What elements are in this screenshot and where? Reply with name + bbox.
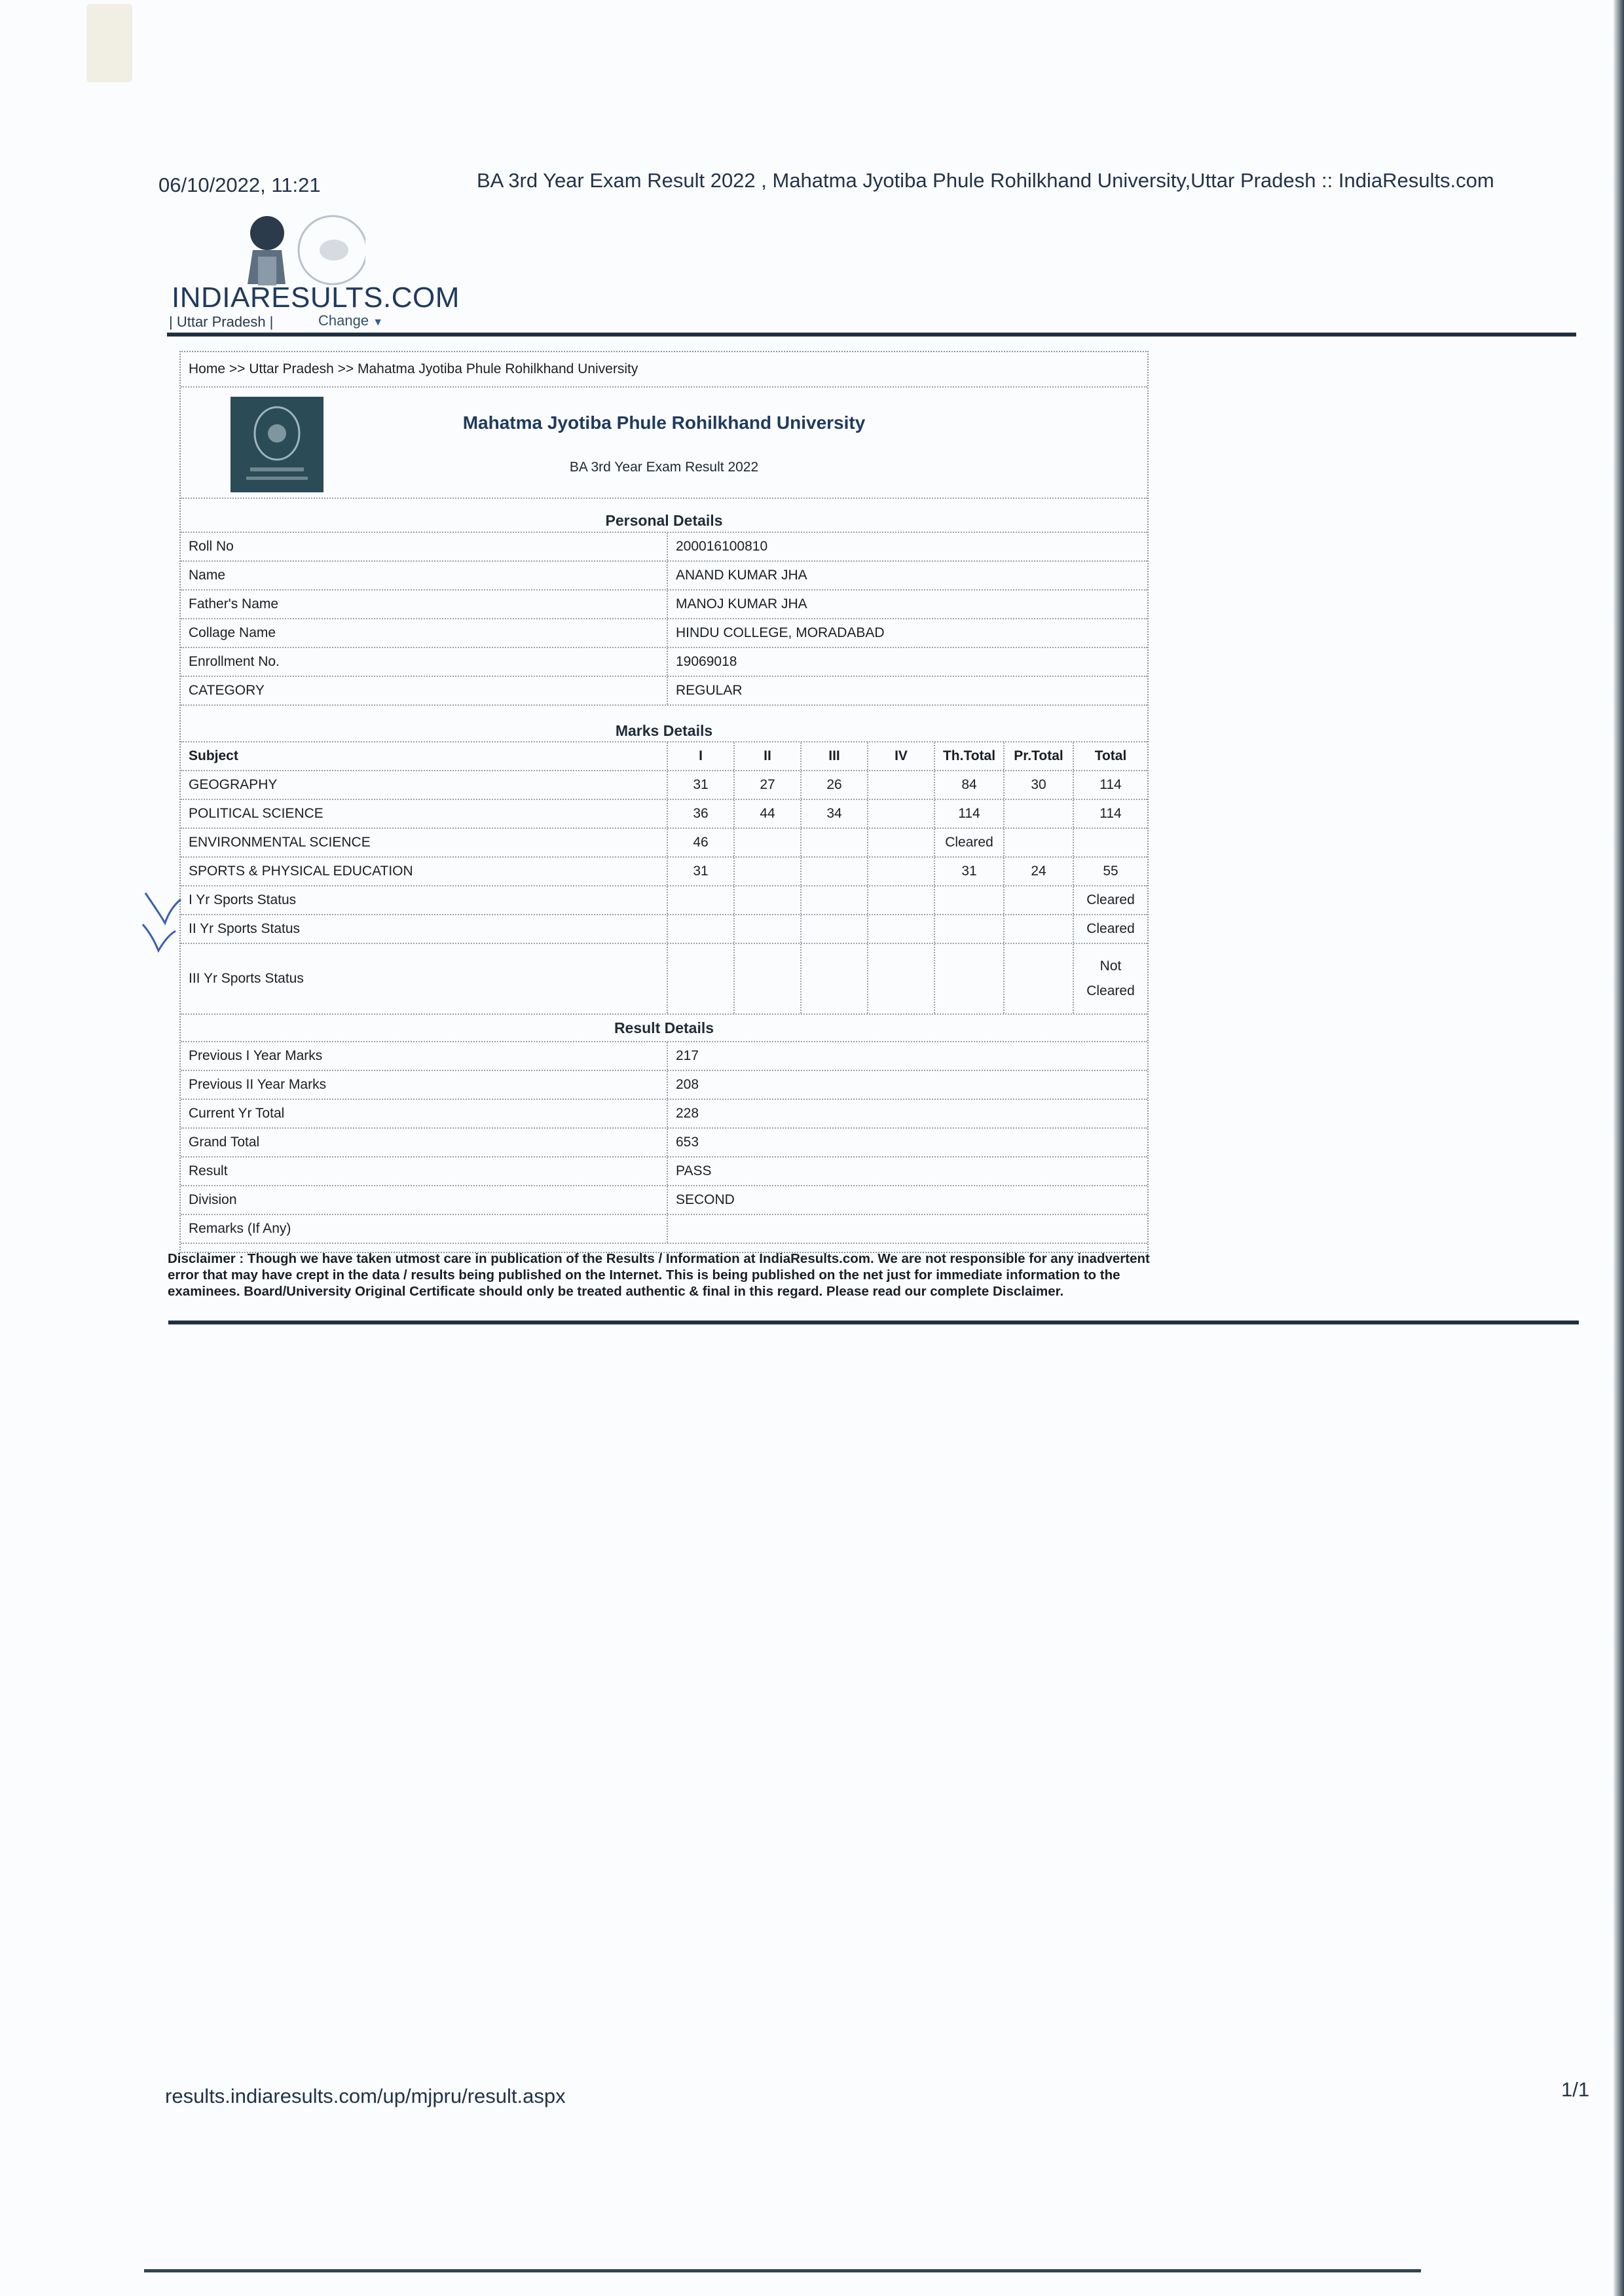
scan-bottom-line [144,2269,1421,2272]
result-table [179,351,1149,1253]
empty-cell [800,886,867,914]
result-details-heading: Result Details [614,1019,714,1036]
personal-row [181,619,1147,648]
sports-status-value [1073,944,1147,1013]
marks-value [733,858,800,885]
marks-value [800,858,867,885]
empty-cell [1003,944,1073,1013]
personal-label: Father's Name [189,596,279,611]
personal-value: ANAND KUMAR JHA [667,562,1147,589]
marks-column-header: II [733,742,800,770]
marks-value: 114 [1073,771,1147,799]
handwritten-tick-mark [139,885,185,957]
empty-cell [1003,915,1073,943]
personal-value: 200016100810 [667,533,1147,560]
print-url: results.indiaresults.com/up/mjpru/result.aspx [165,2085,566,2107]
empty-cell [1003,886,1073,914]
result-label: Previous I Year Marks [189,1048,323,1063]
breadcrumb-row [181,352,1147,388]
university-name: Mahatma Jyotiba Phule Rohilkhand University [462,412,866,433]
marks-value: 31 [667,858,733,885]
marks-value: 114 [1073,800,1147,828]
sports-status-value [1073,915,1147,943]
result-label: Division [189,1192,237,1207]
personal-row [181,648,1147,677]
personal-value: 19069018 [667,648,1147,676]
marks-value [867,858,934,885]
marks-value [1003,800,1073,828]
site-logo[interactable] [169,211,460,330]
breadcrumb[interactable]: Home >> Uttar Pradesh >> Mahatma Jyotiba Phule Rohilkhand University [189,361,638,376]
marks-value [867,800,934,828]
marks-value: 24 [1003,858,1073,885]
subject-header: Subject [189,748,238,763]
personal-value: MANOJ KUMAR JHA [667,591,1147,618]
empty-cell [867,886,934,914]
sports-status-value [1073,886,1147,914]
personal-label: Collage Name [189,625,276,640]
personal-label: Roll No [189,539,234,554]
status-text: Cleared [1086,983,1135,998]
personal-label: Enrollment No. [189,654,280,669]
marks-value: 27 [733,771,800,799]
personal-row [181,591,1147,619]
marks-value [867,771,934,799]
status-text: Not [1099,958,1122,974]
empty-cell [733,915,800,943]
sports-status-row [181,915,1147,944]
marks-value: 34 [800,800,867,828]
sports-status-label: I Yr Sports Status [189,892,297,907]
marks-row [181,771,1147,800]
personal-value: HINDU COLLEGE, MORADABAD [667,619,1147,647]
empty-cell [667,886,733,914]
empty-cell [667,944,733,1013]
print-datetime: 06/10/2022, 11:21 [158,173,321,196]
personal-row [181,533,1147,562]
marks-value [1003,829,1073,856]
marks-value: 44 [733,800,800,828]
university-header [181,388,1147,499]
marks-value: 114 [934,800,1003,828]
result-row [181,1042,1147,1071]
marks-column-header: IV [867,742,934,770]
marks-column-header: Pr.Total [1003,742,1073,770]
personal-label: CATEGORY [189,683,265,698]
result-value: 217 [667,1042,1147,1070]
marks-row [181,800,1147,829]
personal-details-heading-row [181,499,1147,533]
sports-status-label: II Yr Sports Status [189,921,301,936]
empty-cell [934,915,1003,943]
marks-row [181,858,1147,886]
result-value: PASS [667,1157,1147,1185]
marks-row [181,829,1147,858]
marks-value [800,829,867,856]
personal-value: REGULAR [667,677,1147,704]
empty-cell [667,915,733,943]
personal-row [181,677,1147,706]
change-state-link[interactable] [318,312,383,329]
result-label: Current Yr Total [189,1106,285,1121]
result-value: 653 [667,1129,1147,1156]
marks-column-header: Th.Total [934,742,1003,770]
marks-value: 31 [667,771,733,799]
personal-details-heading: Personal Details [605,511,723,529]
print-page-number: 1/1 [1561,2078,1590,2101]
change-label: Change [318,312,369,329]
subject-name: SPORTS & PHYSICAL EDUCATION [189,864,413,879]
content-bottom-rule [168,1321,1579,1324]
result-value: 208 [667,1071,1147,1099]
print-title: BA 3rd Year Exam Result 2022 , Mahatma Jyotiba Phule Rohilkhand University,Uttar Pradesh :: IndiaResults.com [477,169,1494,192]
header-rule [167,333,1576,337]
marks-value: 30 [1003,771,1073,799]
chevron-down-icon: ▼ [373,317,384,328]
sports-status-row [181,886,1147,915]
marks-details-heading-row [181,720,1147,742]
empty-cell [934,944,1003,1013]
marks-value: 31 [934,858,1003,885]
result-value: 228 [667,1100,1147,1127]
empty-cell [800,944,867,1013]
marks-value: Cleared [934,829,1003,856]
marks-value [1073,829,1147,856]
result-label: Grand Total [189,1135,260,1150]
university-emblem [231,397,323,492]
disclaimer: Disclaimer : Though we have taken utmost care in publication of the Results / Information at IndiaResults.com. We are not responsible for any inadvertent error that may have crept in the data / results being published on the Internet. This is being published on the net just for immediate information to the examinees. Board/University Original Certificate should only be treated authentic & final in this regard. Please read our complete Disclaimer. [168,1251,1150,1299]
exam-title: BA 3rd Year Exam Result 2022 [569,460,759,475]
result-value [667,1215,1147,1243]
result-row [181,1186,1147,1215]
subject-name: ENVIRONMENTAL SCIENCE [189,835,371,850]
empty-cell [733,944,800,1013]
result-row [181,1129,1147,1157]
sports-status-label: III Yr Sports Status [189,971,304,986]
scan-top-left-mark [86,4,132,82]
empty-cell [867,915,934,943]
result-row [181,1100,1147,1129]
marks-column-header: III [800,742,867,770]
marks-value: 55 [1073,858,1147,885]
empty-cell [934,886,1003,914]
marks-column-header: Total [1073,742,1147,770]
state-label: | Uttar Pradesh | [169,314,274,330]
logo-graduate-icon [221,211,365,289]
marks-value: 84 [934,771,1003,799]
marks-value: 46 [667,829,733,856]
result-label: Remarks (If Any) [189,1221,291,1236]
empty-cell [733,886,800,914]
result-details-heading-row [181,1015,1147,1042]
subject-name: POLITICAL SCIENCE [189,806,323,821]
personal-label: Name [189,568,226,583]
status-text: Cleared [1086,921,1135,936]
marks-value [867,829,934,856]
result-row [181,1215,1147,1244]
marks-details-heading: Marks Details [615,721,713,739]
result-row [181,1157,1147,1186]
scan-right-edge [1614,0,1624,2296]
result-value: SECOND [667,1186,1147,1214]
logo-text: INDIARESULTS.COM [172,282,460,314]
status-text: Cleared [1086,892,1135,907]
subject-name: GEOGRAPHY [189,777,278,792]
marks-header-row [181,742,1147,771]
marks-value: 36 [667,800,733,828]
empty-cell [867,944,934,1013]
result-row [181,1071,1147,1100]
result-label: Previous II Year Marks [189,1077,327,1092]
marks-column-header: I [667,742,733,770]
personal-row [181,562,1147,591]
marks-value [733,829,800,856]
empty-cell [800,915,867,943]
marks-value: 26 [800,771,867,799]
emblem-seal-icon [231,397,323,492]
sports-status-row [181,944,1147,1015]
result-label: Result [189,1163,228,1178]
